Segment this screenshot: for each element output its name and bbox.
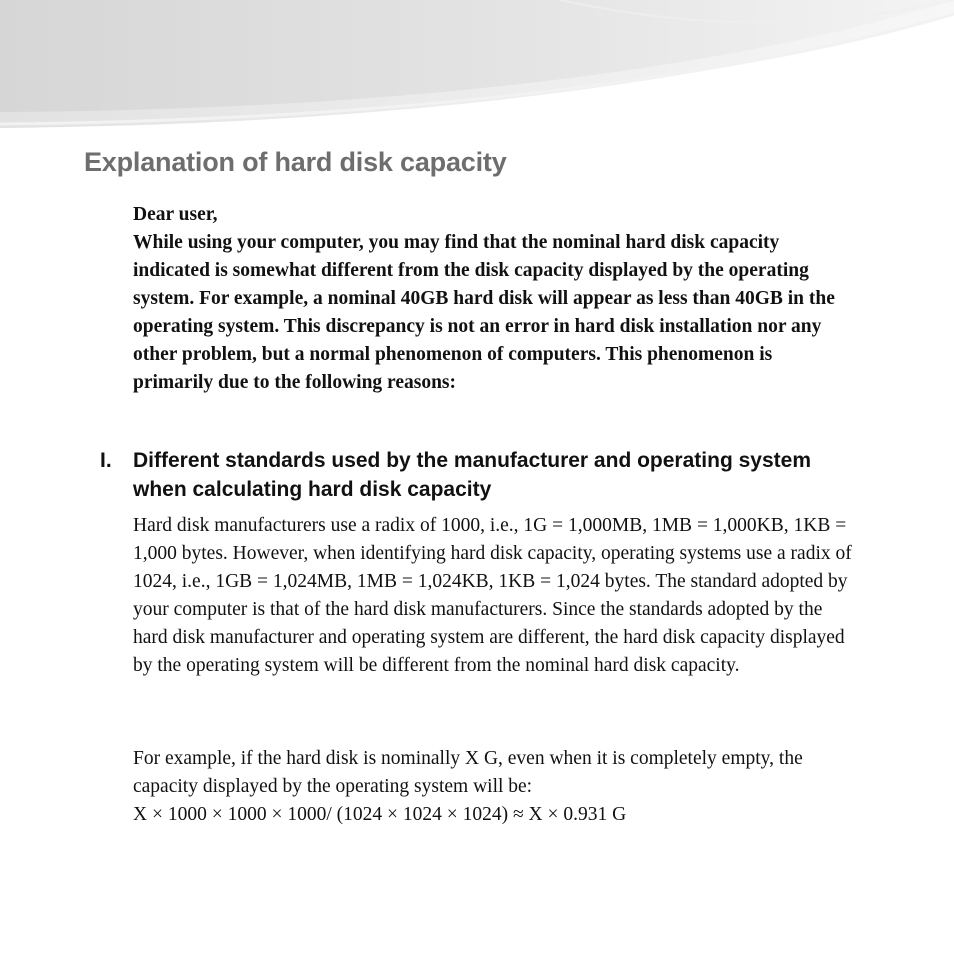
intro-paragraph: While using your computer, you may find that the nominal hard disk capacity indicated is somewhat different from the disk capacity displayed by the operating system. For example, a nominal 40GB hard disk will appear as less than 40GB in the operating system. This discrepancy is not an error in hard disk installation nor any other problem, but a normal phenomenon of computers. This phenomenon is primarily due to the following reasons: [133, 232, 835, 393]
intro-block [133, 201, 853, 397]
header-swoosh-decoration [0, 0, 954, 135]
section-heading-text: Different standards used by the manufacturer and operating system when calculating hard disk capacity [133, 449, 811, 501]
example-paragraph: For example, if the hard disk is nominally X G, even when it is completely empty, the capacity displayed by the operating system will be: [133, 748, 803, 797]
radix-explanation-paragraph: Hard disk manufacturers use a radix of 1000, i.e., 1G = 1,000MB, 1MB = 1,000KB, 1KB = 1,000 bytes. However, when identifying hard disk capacity, operating systems use a radix of 1024, i.e., 1GB = 1,024MB, 1MB = 1,024KB, 1KB = 1,024 bytes. The standard adopted by your computer is that of the hard disk manufacturers. Since the standards adopted by the hard disk manufacturer and operating system are different, the hard disk capacity displayed by the operating system will be different from the nominal hard disk capacity. [133, 515, 852, 676]
capacity-formula: X × 1000 × 1000 × 1000/ (1024 × 1024 × 1024) ≈ X × 0.931 G [133, 804, 627, 825]
section-heading [100, 446, 860, 504]
salutation: Dear user, [133, 204, 218, 225]
page-title: Explanation of hard disk capacity [84, 147, 507, 177]
section-numeral: I. [100, 449, 112, 472]
